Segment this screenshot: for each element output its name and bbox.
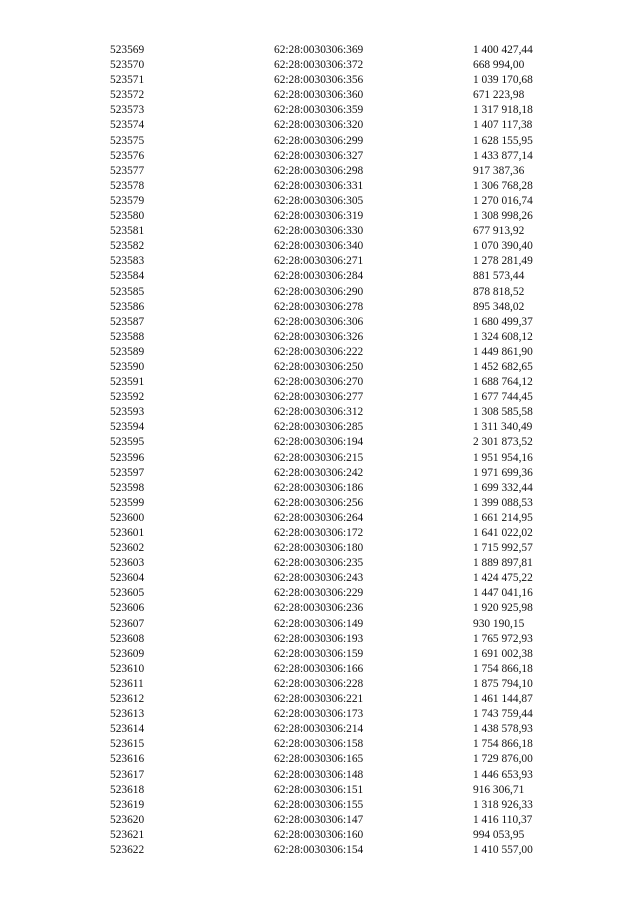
- cadastral-value-cell: 1 407 117,38: [473, 119, 533, 132]
- cadastral-value-cell: 1 410 557,00: [473, 843, 533, 856]
- cadastral-number-cell: 62:28:0030306:298: [274, 164, 364, 177]
- cadastral-number-cell: 62:28:0030306:285: [274, 421, 364, 434]
- cadastral-number-cell: 62:28:0030306:222: [274, 345, 364, 358]
- table-row: [0, 451, 640, 466]
- cadastral-number-cell: 62:28:0030306:356: [274, 74, 364, 87]
- cadastral-value-cell: 1 447 041,16: [473, 587, 533, 600]
- cadastral-number-cell: 62:28:0030306:194: [274, 436, 364, 449]
- cadastral-value-cell: 1 661 214,95: [473, 511, 533, 524]
- cadastral-value-cell: 1 754 866,18: [473, 662, 533, 675]
- row-number-cell: 523611: [110, 677, 144, 690]
- cadastral-value-cell: 677 913,92: [473, 225, 525, 238]
- table-row: [0, 828, 640, 843]
- table-row: [0, 737, 640, 752]
- row-number-cell: 523576: [110, 149, 145, 162]
- table-row: [0, 692, 640, 707]
- cadastral-number-cell: 62:28:0030306:270: [274, 376, 364, 389]
- cadastral-number-cell: 62:28:0030306:147: [274, 813, 364, 826]
- table-row: [0, 345, 640, 360]
- table-row: [0, 390, 640, 405]
- row-number-cell: 523578: [110, 179, 145, 192]
- row-number-cell: 523622: [110, 843, 145, 856]
- table-row: [0, 300, 640, 315]
- cadastral-value-cell: 1 715 992,57: [473, 542, 533, 555]
- table-row: [0, 617, 640, 632]
- row-number-cell: 523581: [110, 225, 145, 238]
- table-row: [0, 526, 640, 541]
- table-row: [0, 813, 640, 828]
- cadastral-value-cell: 1 278 281,49: [473, 255, 533, 268]
- cadastral-value-cell: 878 818,52: [473, 285, 525, 298]
- table-row: [0, 405, 640, 420]
- row-number-cell: 523613: [110, 708, 145, 721]
- row-number-cell: 523591: [110, 376, 145, 389]
- cadastral-number-cell: 62:28:0030306:235: [274, 557, 364, 570]
- cadastral-value-cell: 1 308 998,26: [473, 210, 533, 223]
- cadastral-value-cell: 1 400 427,44: [473, 44, 533, 56]
- row-number-cell: 523580: [110, 210, 145, 223]
- cadastral-value-cell: 1 270 016,74: [473, 194, 533, 207]
- row-number-cell: 523593: [110, 406, 145, 419]
- table-row: [0, 224, 640, 239]
- cadastral-value-cell: 1 951 954,16: [473, 451, 533, 464]
- cadastral-number-cell: 62:28:0030306:229: [274, 587, 364, 600]
- table-row: [0, 541, 640, 556]
- row-number-cell: 523585: [110, 285, 145, 298]
- row-number-cell: 523587: [110, 315, 145, 328]
- table-row: [0, 164, 640, 179]
- cadastral-value-cell: 1 971 699,36: [473, 466, 533, 479]
- cadastral-number-cell: 62:28:0030306:360: [274, 89, 364, 102]
- cadastral-number-cell: 62:28:0030306:155: [274, 798, 364, 811]
- row-number-cell: 523579: [110, 194, 145, 207]
- row-number-cell: 523577: [110, 164, 145, 177]
- row-number-cell: 523617: [110, 768, 145, 781]
- table-row: [0, 43, 640, 58]
- cadastral-number-cell: 62:28:0030306:154: [274, 843, 364, 856]
- table-row: [0, 239, 640, 254]
- cadastral-number-cell: 62:28:0030306:165: [274, 753, 364, 766]
- cadastral-number-cell: 62:28:0030306:236: [274, 602, 364, 615]
- cadastral-value-cell: 1 317 918,18: [473, 104, 533, 117]
- table-row: [0, 662, 640, 677]
- row-number-cell: 523614: [110, 723, 145, 736]
- row-number-cell: 523582: [110, 240, 145, 253]
- cadastral-value-cell: 1 433 877,14: [473, 149, 533, 162]
- row-number-cell: 523606: [110, 602, 145, 615]
- cadastral-number-cell: 62:28:0030306:290: [274, 285, 364, 298]
- cadastral-number-cell: 62:28:0030306:330: [274, 225, 364, 238]
- row-number-cell: 523620: [110, 813, 145, 826]
- cadastral-value-cell: 1 461 144,87: [473, 693, 533, 706]
- table-row: [0, 118, 640, 133]
- cadastral-value-cell: 1 449 861,90: [473, 345, 533, 358]
- table-row: [0, 435, 640, 450]
- cadastral-value-cell: 881 573,44: [473, 270, 525, 283]
- cadastral-value-cell: 1 754 866,18: [473, 738, 533, 751]
- cadastral-value-cell: 1 039 170,68: [473, 74, 533, 87]
- cadastral-number-cell: 62:28:0030306:372: [274, 59, 364, 72]
- table-row: [0, 571, 640, 586]
- cadastral-number-cell: 62:28:0030306:340: [274, 240, 364, 253]
- cadastral-number-cell: 62:28:0030306:215: [274, 451, 364, 464]
- cadastral-number-cell: 62:28:0030306:327: [274, 149, 364, 162]
- row-number-cell: 523607: [110, 617, 145, 630]
- cadastral-value-cell: 1 424 475,22: [473, 572, 533, 585]
- cadastral-number-cell: 62:28:0030306:166: [274, 662, 364, 675]
- cadastral-value-cell: 2 301 873,52: [473, 436, 533, 449]
- cadastral-value-cell: 1 438 578,93: [473, 723, 533, 736]
- table-row: [0, 285, 640, 300]
- row-number-cell: 523574: [110, 119, 145, 132]
- cadastral-number-cell: 62:28:0030306:369: [274, 44, 364, 56]
- cadastral-number-cell: 62:28:0030306:320: [274, 119, 364, 132]
- cadastral-number-cell: 62:28:0030306:319: [274, 210, 364, 223]
- table-row: [0, 466, 640, 481]
- row-number-cell: 523605: [110, 587, 145, 600]
- row-number-cell: 523621: [110, 828, 145, 841]
- cadastral-value-cell: 1 680 499,37: [473, 315, 533, 328]
- cadastral-value-cell: 1 765 972,93: [473, 632, 533, 645]
- table-row: [0, 677, 640, 692]
- table-row: [0, 269, 640, 284]
- cadastral-number-cell: 62:28:0030306:214: [274, 723, 364, 736]
- cadastral-value-cell: 1 889 897,81: [473, 557, 533, 570]
- cadastral-number-cell: 62:28:0030306:299: [274, 134, 364, 147]
- cadastral-value-cell: 671 223,98: [473, 89, 525, 102]
- cadastral-number-cell: 62:28:0030306:277: [274, 391, 364, 404]
- cadastral-number-cell: 62:28:0030306:284: [274, 270, 364, 283]
- table-row: [0, 420, 640, 435]
- table-row: [0, 783, 640, 798]
- cadastral-value-cell: 1 628 155,95: [473, 134, 533, 147]
- cadastral-number-cell: 62:28:0030306:278: [274, 300, 364, 313]
- row-number-cell: 523575: [110, 134, 145, 147]
- table-row: [0, 209, 640, 224]
- cadastral-number-cell: 62:28:0030306:243: [274, 572, 364, 585]
- cadastral-number-cell: 62:28:0030306:264: [274, 511, 364, 524]
- cadastral-value-cell: 1 875 794,10: [473, 677, 533, 690]
- row-number-cell: 523599: [110, 496, 145, 509]
- row-number-cell: 523598: [110, 481, 145, 494]
- table-row: [0, 360, 640, 375]
- cadastral-number-cell: 62:28:0030306:160: [274, 828, 364, 841]
- row-number-cell: 523597: [110, 466, 145, 479]
- cadastral-value-cell: 1 070 390,40: [473, 240, 533, 253]
- row-number-cell: 523570: [110, 59, 145, 72]
- table-row: [0, 103, 640, 118]
- cadastral-value-cell: 1 446 653,93: [473, 768, 533, 781]
- table-row: [0, 601, 640, 616]
- cadastral-value-cell: 916 306,71: [473, 783, 525, 796]
- row-number-cell: 523592: [110, 391, 145, 404]
- cadastral-value-cell: 917 387,36: [473, 164, 525, 177]
- row-number-cell: 523572: [110, 89, 145, 102]
- table-row: [0, 330, 640, 345]
- row-number-cell: 523590: [110, 360, 145, 373]
- row-number-cell: 523612: [110, 693, 145, 706]
- cadastral-number-cell: 62:28:0030306:271: [274, 255, 364, 268]
- cadastral-number-cell: 62:28:0030306:306: [274, 315, 364, 328]
- cadastral-number-cell: 62:28:0030306:256: [274, 496, 364, 509]
- cadastral-value-cell: 1 743 759,44: [473, 708, 533, 721]
- row-number-cell: 523604: [110, 572, 145, 585]
- cadastral-number-cell: 62:28:0030306:221: [274, 693, 364, 706]
- cadastral-number-cell: 62:28:0030306:149: [274, 617, 364, 630]
- cadastral-number-cell: 62:28:0030306:305: [274, 194, 364, 207]
- cadastral-value-cell: 1 677 744,45: [473, 391, 533, 404]
- row-number-cell: 523595: [110, 436, 145, 449]
- cadastral-value-cell: 1 308 585,58: [473, 406, 533, 419]
- row-number-cell: 523619: [110, 798, 145, 811]
- cadastral-value-cell: 930 190,15: [473, 617, 525, 630]
- cadastral-number-cell: 62:28:0030306:173: [274, 708, 364, 721]
- cadastral-number-cell: 62:28:0030306:312: [274, 406, 364, 419]
- table-row: [0, 58, 640, 73]
- cadastral-value-cell: 668 994,00: [473, 59, 525, 72]
- cadastral-number-cell: 62:28:0030306:193: [274, 632, 364, 645]
- row-number-cell: 523571: [110, 74, 145, 87]
- cadastral-value-cell: 1 324 608,12: [473, 330, 533, 343]
- row-number-cell: 523603: [110, 557, 145, 570]
- table-row: [0, 315, 640, 330]
- cadastral-number-cell: 62:28:0030306:242: [274, 466, 364, 479]
- cadastral-value-cell: 895 348,02: [473, 300, 525, 313]
- cadastral-value-cell: 1 452 682,65: [473, 360, 533, 373]
- table-row: [0, 179, 640, 194]
- row-number-cell: 523586: [110, 300, 145, 313]
- row-number-cell: 523615: [110, 738, 145, 751]
- row-number-cell: 523608: [110, 632, 145, 645]
- table-row: [0, 375, 640, 390]
- table-row: [0, 768, 640, 783]
- cadastral-value-cell: 1 318 926,33: [473, 798, 533, 811]
- cadastral-value-cell: 1 416 110,37: [473, 813, 533, 826]
- row-number-cell: 523596: [110, 451, 145, 464]
- cadastral-value-cell: 1 311 340,49: [473, 421, 533, 434]
- cadastral-value-cell: 1 699 332,44: [473, 481, 533, 494]
- row-number-cell: 523610: [110, 662, 145, 675]
- table-row: [0, 752, 640, 767]
- row-number-cell: 523594: [110, 421, 145, 434]
- table-row: [0, 149, 640, 164]
- cadastral-value-cell: 1 920 925,98: [473, 602, 533, 615]
- row-number-cell: 523618: [110, 783, 145, 796]
- row-number-cell: 523589: [110, 345, 145, 358]
- table-row: [0, 511, 640, 526]
- cadastral-number-cell: 62:28:0030306:359: [274, 104, 364, 117]
- row-number-cell: 523584: [110, 270, 145, 283]
- table-row: [0, 707, 640, 722]
- cadastral-number-cell: 62:28:0030306:180: [274, 542, 364, 555]
- row-number-cell: 523601: [110, 527, 145, 539]
- row-number-cell: 523588: [110, 330, 145, 343]
- cadastral-number-cell: 62:28:0030306:158: [274, 738, 364, 751]
- table-row: [0, 722, 640, 737]
- row-number-cell: 523602: [110, 542, 145, 555]
- cadastral-number-cell: 62:28:0030306:186: [274, 481, 364, 494]
- cadastral-number-cell: 62:28:0030306:250: [274, 360, 364, 373]
- cadastral-value-cell: 1 691 002,38: [473, 647, 533, 660]
- row-number-cell: 523573: [110, 104, 145, 117]
- cadastral-number-cell: 62:28:0030306:151: [274, 783, 364, 796]
- cadastral-number-cell: 62:28:0030306:331: [274, 179, 364, 192]
- table-row: [0, 586, 640, 601]
- table-row: [0, 632, 640, 647]
- table-row: [0, 496, 640, 511]
- cadastral-value-cell: 994 053,95: [473, 828, 525, 841]
- cadastral-number-cell: 62:28:0030306:148: [274, 768, 364, 781]
- table-row: [0, 134, 640, 149]
- table-row: [0, 88, 640, 103]
- row-number-cell: 523600: [110, 511, 145, 524]
- table-row: [0, 843, 640, 858]
- cadastral-number-cell: 62:28:0030306:159: [274, 647, 364, 660]
- row-number-cell: 523609: [110, 647, 145, 660]
- table-row: [0, 798, 640, 813]
- table-row: [0, 254, 640, 269]
- cadastral-value-cell: 1 641 022,02: [473, 527, 533, 539]
- row-number-cell: 523616: [110, 753, 145, 766]
- cadastral-value-table: [0, 43, 640, 858]
- cadastral-value-cell: 1 399 088,53: [473, 496, 533, 509]
- cadastral-number-cell: 62:28:0030306:228: [274, 677, 364, 690]
- cadastral-value-cell: 1 688 764,12: [473, 376, 533, 389]
- table-row: [0, 73, 640, 88]
- table-row: [0, 194, 640, 209]
- cadastral-value-cell: 1 729 876,00: [473, 753, 533, 766]
- table-row: [0, 647, 640, 662]
- cadastral-number-cell: 62:28:0030306:326: [274, 330, 364, 343]
- row-number-cell: 523569: [110, 44, 145, 56]
- cadastral-number-cell: 62:28:0030306:172: [274, 527, 364, 539]
- row-number-cell: 523583: [110, 255, 145, 268]
- table-row: [0, 481, 640, 496]
- table-row: [0, 556, 640, 571]
- cadastral-value-cell: 1 306 768,28: [473, 179, 533, 192]
